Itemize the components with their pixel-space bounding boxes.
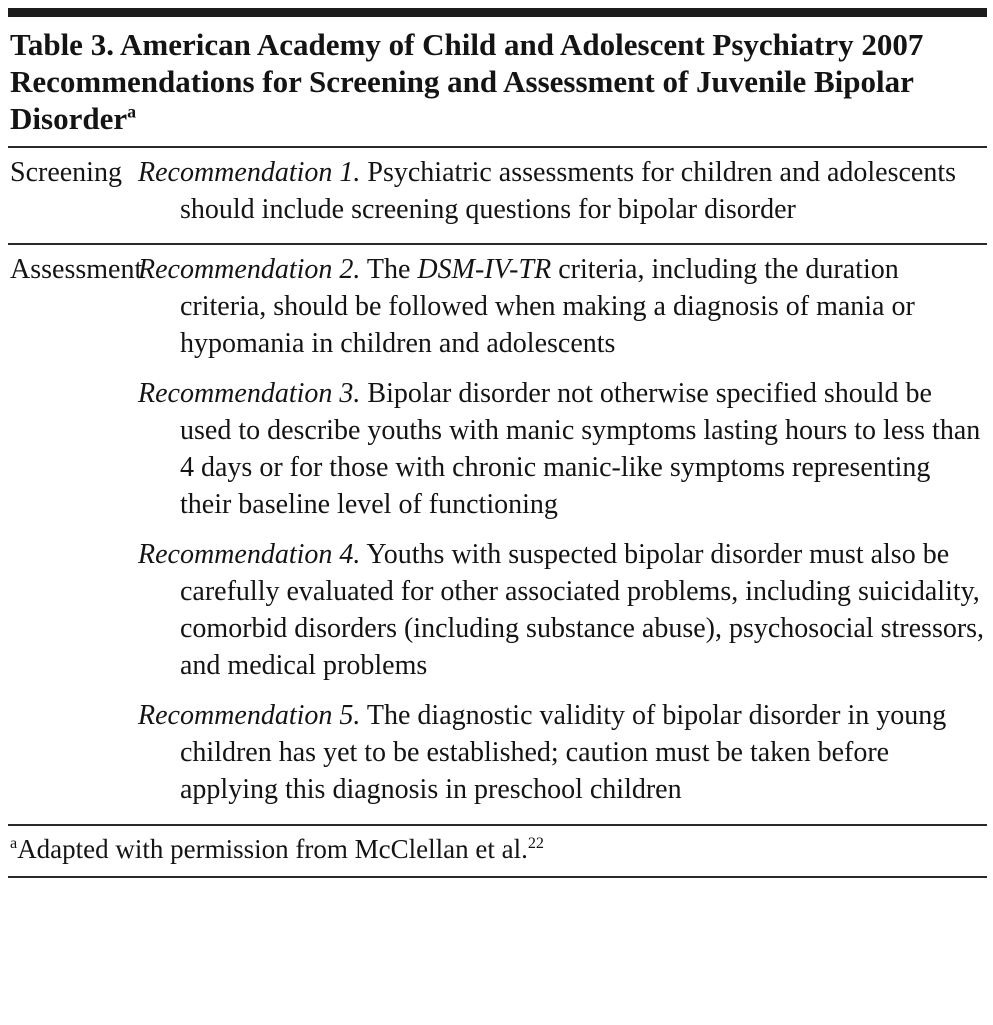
table-title-text: Table 3. American Academy of Child and Adolescent Psychiatry 2007 Recommendations for Screening and Assessment of Juvenile Bipolar Disorder	[10, 27, 924, 137]
table-row	[8, 245, 987, 825]
table-body	[8, 148, 987, 826]
recommendation	[138, 252, 987, 363]
table-title	[8, 24, 987, 148]
recommendation	[138, 376, 987, 524]
recommendation-text-segment: criteria, including the duration criteria, should be followed when making a diagnosis of mania or hypomania in children and adolescents	[180, 254, 915, 360]
recommendation	[138, 698, 987, 809]
table-top-rule	[8, 8, 987, 17]
footnote-text: Adapted with permission from McClellan et al.	[17, 833, 528, 864]
recommendation-text-segment: Youths with suspected bipolar disorder must also be carefully evaluated for other associated problems, including suicidality, comorbid disorders (including substance abuse), psychosocial stressors, and medical problems	[180, 539, 985, 681]
footnote-marker: a	[10, 833, 18, 852]
recommendation-italic-segment: Recommendation 5.	[138, 699, 361, 731]
row-label: Assessment	[10, 254, 143, 286]
recommendation-italic-segment: Recommendation 2.	[138, 254, 361, 286]
footnote-reference-number: 22	[527, 833, 545, 852]
recommendation-text-segment: The	[360, 254, 418, 286]
row-label: Screening	[10, 156, 122, 188]
recommendation-italic-segment: Recommendation 4.	[138, 539, 361, 571]
table-row	[8, 148, 987, 246]
recommendation-italic-segment: Recommendation 1.	[138, 156, 361, 188]
table-title-footnote-marker: a	[127, 102, 137, 123]
recommendation	[138, 537, 987, 685]
recommendation-text-segment: The diagnostic validity of bipolar disorder in young children has yet to be established; caution must be taken before applying this diagnosis in preschool children	[180, 699, 947, 805]
recommendation-italic-segment: DSM-IV-TR	[417, 254, 552, 286]
recommendation-text-segment: Bipolar disorder not otherwise specified should be used to describe youths with manic symptoms lasting hours to less than 4 days or for those with chronic manic-like symptoms representing their baseline level of functioning	[180, 378, 981, 521]
row-content	[138, 155, 987, 229]
recommendation	[138, 155, 987, 229]
footnote	[8, 826, 987, 878]
recommendation-italic-segment: Recommendation 3.	[138, 378, 361, 410]
recommendation-text-segment: Psychiatric assessments for children and adolescents should include screening questions for bipolar disorder	[180, 156, 957, 225]
row-content	[138, 252, 987, 808]
